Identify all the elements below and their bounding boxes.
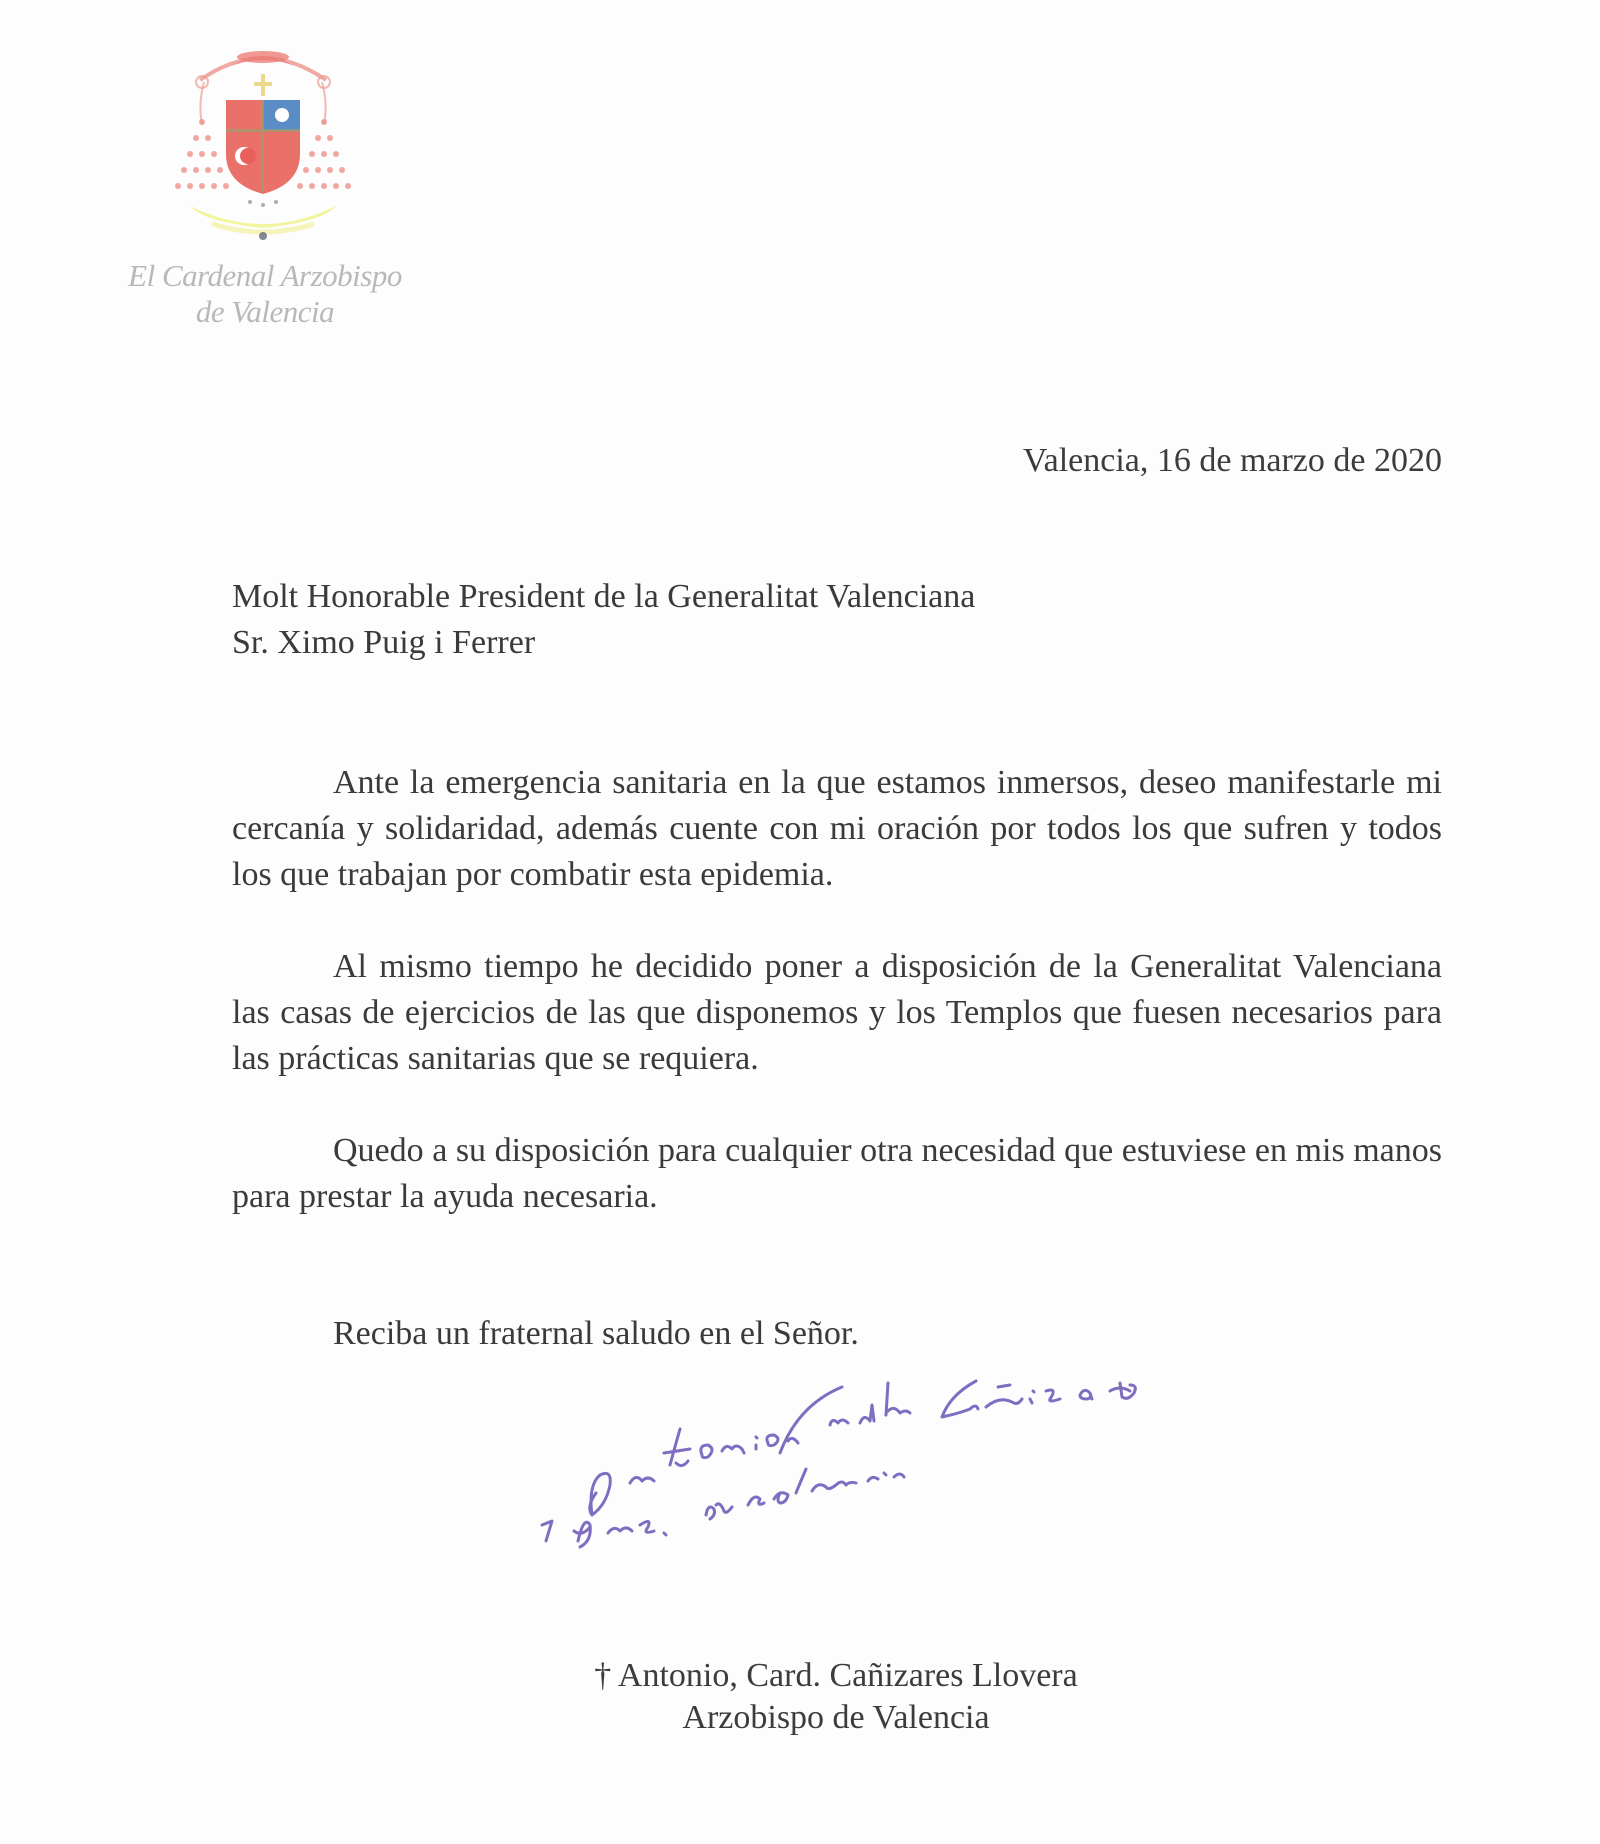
letterhead-line2: de Valencia xyxy=(195,294,335,329)
signatory-block xyxy=(536,1655,1136,1739)
letter-date: Valencia, 16 de marzo de 2020 xyxy=(1022,442,1442,479)
coat-of-arms-icon xyxy=(172,44,354,244)
body-paragraph: Ante la emergencia sanitaria en la que estamos inmersos, deseo manifestarle mi cercanía y solidaridad, además cuente con mi oración por todos los que sufren y todos los que trabajan por combatir esta epidemia. xyxy=(232,764,1442,893)
recipient-title: Molt Honorable President de la Generalitat Valenciana xyxy=(232,578,976,615)
signatory-name: † Antonio, Card. Cañizares Llovera xyxy=(594,1657,1078,1694)
letterhead-title xyxy=(100,258,430,330)
handwritten-signature-icon xyxy=(530,1365,1430,1565)
letterhead-line1: El Cardenal Arzobispo xyxy=(128,258,402,293)
body-paragraph: Quedo a su disposición para cualquier otra necesidad que estuviese en mis manos para prestar la ayuda necesaria. xyxy=(232,1132,1442,1215)
recipient-name: Sr. Ximo Puig i Ferrer xyxy=(232,624,536,661)
signatory-title: Arzobispo de Valencia xyxy=(682,1699,990,1736)
recipient-block xyxy=(232,574,975,666)
closing-salutation: Reciba un fraternal saludo en el Señor. xyxy=(333,1315,859,1352)
body-paragraph: Al mismo tiempo he decidido poner a disposición de la Generalitat Valenciana las casas de ejercicios de las que disponemos y los Templos que fuesen necesarios para las prácticas sanitarias que se requiera. xyxy=(232,948,1442,1077)
letter-body xyxy=(232,760,1442,1220)
